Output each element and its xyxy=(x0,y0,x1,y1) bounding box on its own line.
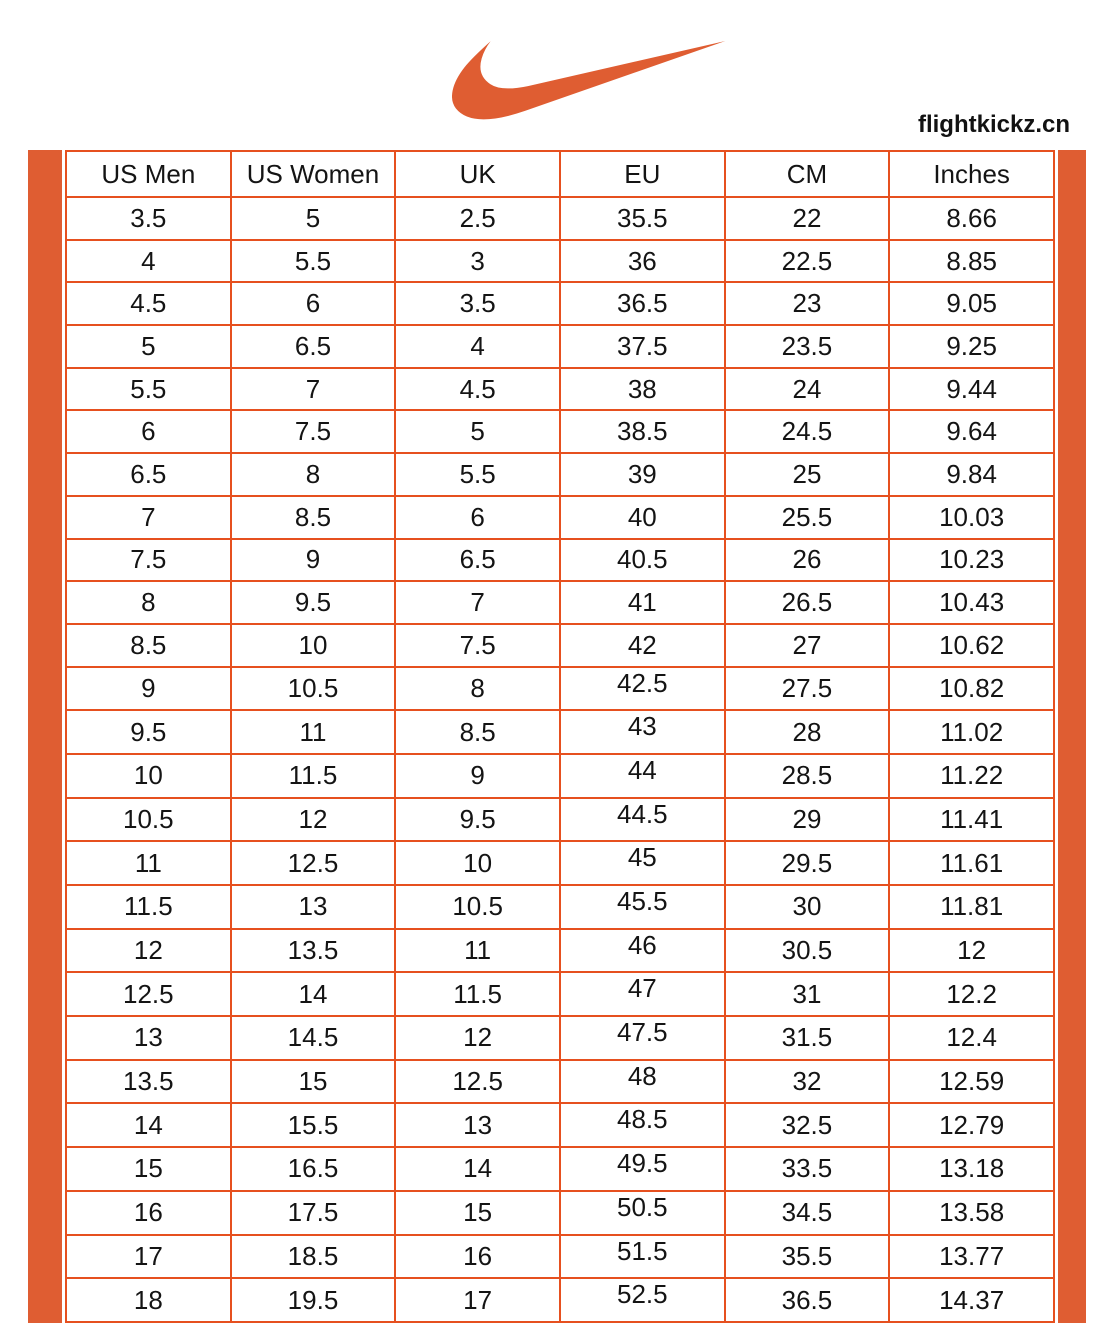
table-cell: 23.5 xyxy=(725,325,890,368)
table-cell: 5 xyxy=(231,197,396,240)
table-cell: 10.03 xyxy=(889,496,1054,539)
table-cell: 11.5 xyxy=(231,754,396,798)
table-cell: 6 xyxy=(395,496,560,539)
table-cell: 11.81 xyxy=(889,885,1054,929)
table-cell: 10.23 xyxy=(889,539,1054,582)
table-row xyxy=(66,1147,1054,1191)
table-cell: 31 xyxy=(725,972,890,1016)
table-cell: 40.5 xyxy=(560,539,725,582)
table-cell: 30 xyxy=(725,885,890,929)
table-cell: 12.4 xyxy=(889,1016,1054,1060)
table-row xyxy=(66,282,1054,325)
table-cell: 18 xyxy=(66,1278,231,1322)
table-cell: 11 xyxy=(395,929,560,973)
table-cell: 14.37 xyxy=(889,1278,1054,1322)
table-cell: 45.5 xyxy=(560,885,725,929)
table-cell: 7.5 xyxy=(231,410,396,453)
table-cell: 19.5 xyxy=(231,1278,396,1322)
table-cell: 50.5 xyxy=(560,1191,725,1235)
table-row xyxy=(66,240,1054,283)
table-cell: 7 xyxy=(395,581,560,624)
table-cell: 8.85 xyxy=(889,240,1054,283)
table-cell: 10.82 xyxy=(889,667,1054,711)
column-header-inches: Inches xyxy=(889,151,1054,197)
table-cell: 11.41 xyxy=(889,798,1054,842)
table-cell: 15 xyxy=(231,1060,396,1104)
table-cell: 45 xyxy=(560,841,725,885)
table-cell: 28 xyxy=(725,710,890,754)
table-cell: 12 xyxy=(889,929,1054,973)
table-cell: 12 xyxy=(231,798,396,842)
table-cell: 9.05 xyxy=(889,282,1054,325)
left-accent-bar xyxy=(28,150,62,1323)
table-cell: 4.5 xyxy=(395,368,560,411)
table-cell: 47.5 xyxy=(560,1016,725,1060)
table-cell: 3 xyxy=(395,240,560,283)
table-cell: 3.5 xyxy=(66,197,231,240)
table-cell: 9 xyxy=(66,667,231,711)
table-cell: 4 xyxy=(395,325,560,368)
table-cell: 17.5 xyxy=(231,1191,396,1235)
header-row xyxy=(66,151,1054,197)
table-row xyxy=(66,667,1054,711)
table-cell: 24 xyxy=(725,368,890,411)
table-row xyxy=(66,581,1054,624)
table-row xyxy=(66,1103,1054,1147)
table-cell: 13 xyxy=(395,1103,560,1147)
table-cell: 11.22 xyxy=(889,754,1054,798)
column-header-uk: UK xyxy=(395,151,560,197)
table-cell: 8.5 xyxy=(395,710,560,754)
table-cell: 4 xyxy=(66,240,231,283)
table-row xyxy=(66,841,1054,885)
nike-swoosh-icon xyxy=(452,28,730,120)
table-cell: 42.5 xyxy=(560,667,725,711)
table-cell: 6.5 xyxy=(395,539,560,582)
table-cell: 17 xyxy=(66,1235,231,1279)
table-cell: 16 xyxy=(395,1235,560,1279)
table-cell: 9.5 xyxy=(395,798,560,842)
table-cell: 46 xyxy=(560,929,725,973)
table-cell: 10.43 xyxy=(889,581,1054,624)
table-cell: 26 xyxy=(725,539,890,582)
table-cell: 13.5 xyxy=(66,1060,231,1104)
table-cell: 51.5 xyxy=(560,1235,725,1279)
table-cell: 22 xyxy=(725,197,890,240)
table-cell: 9 xyxy=(395,754,560,798)
table-cell: 17 xyxy=(395,1278,560,1322)
table-cell: 12.2 xyxy=(889,972,1054,1016)
table-cell: 22.5 xyxy=(725,240,890,283)
table-cell: 15.5 xyxy=(231,1103,396,1147)
table-row xyxy=(66,798,1054,842)
table-row xyxy=(66,453,1054,496)
table-cell: 5.5 xyxy=(231,240,396,283)
right-accent-bar xyxy=(1058,150,1086,1323)
table-cell: 10 xyxy=(66,754,231,798)
table-cell: 30.5 xyxy=(725,929,890,973)
table-cell: 42 xyxy=(560,624,725,667)
table-cell: 27 xyxy=(725,624,890,667)
table-cell: 14 xyxy=(395,1147,560,1191)
table-cell: 35.5 xyxy=(725,1235,890,1279)
table-cell: 7 xyxy=(231,368,396,411)
table-cell: 10 xyxy=(231,624,396,667)
table-cell: 13.77 xyxy=(889,1235,1054,1279)
table-cell: 16 xyxy=(66,1191,231,1235)
table-cell: 35.5 xyxy=(560,197,725,240)
table-cell: 7.5 xyxy=(395,624,560,667)
table-cell: 15 xyxy=(395,1191,560,1235)
table-cell: 26.5 xyxy=(725,581,890,624)
table-cell: 9.25 xyxy=(889,325,1054,368)
size-table xyxy=(65,150,1055,1323)
table-cell: 12.5 xyxy=(231,841,396,885)
table-cell: 41 xyxy=(560,581,725,624)
table-cell: 14 xyxy=(66,1103,231,1147)
column-header-eu: EU xyxy=(560,151,725,197)
table-cell: 2.5 xyxy=(395,197,560,240)
table-cell: 33.5 xyxy=(725,1147,890,1191)
table-cell: 6 xyxy=(231,282,396,325)
table-row xyxy=(66,929,1054,973)
table-cell: 12.59 xyxy=(889,1060,1054,1104)
table-cell: 13.5 xyxy=(231,929,396,973)
table-cell: 48 xyxy=(560,1060,725,1104)
table-cell: 38.5 xyxy=(560,410,725,453)
table-row xyxy=(66,1191,1054,1235)
table-cell: 8 xyxy=(66,581,231,624)
size-table-body xyxy=(66,197,1054,1322)
column-header-cm: CM xyxy=(725,151,890,197)
table-cell: 37.5 xyxy=(560,325,725,368)
table-cell: 36.5 xyxy=(560,282,725,325)
table-cell: 52.5 xyxy=(560,1278,725,1322)
table-cell: 11.61 xyxy=(889,841,1054,885)
table-row xyxy=(66,1278,1054,1322)
table-cell: 44 xyxy=(560,754,725,798)
table-cell: 29.5 xyxy=(725,841,890,885)
table-cell: 5 xyxy=(66,325,231,368)
table-cell: 11.5 xyxy=(66,885,231,929)
table-cell: 8.66 xyxy=(889,197,1054,240)
table-cell: 11.02 xyxy=(889,710,1054,754)
table-cell: 5.5 xyxy=(66,368,231,411)
table-row xyxy=(66,885,1054,929)
table-cell: 44.5 xyxy=(560,798,725,842)
table-row xyxy=(66,624,1054,667)
table-cell: 14.5 xyxy=(231,1016,396,1060)
table-cell: 12 xyxy=(395,1016,560,1060)
table-cell: 13.58 xyxy=(889,1191,1054,1235)
table-cell: 4.5 xyxy=(66,282,231,325)
table-cell: 10.62 xyxy=(889,624,1054,667)
table-cell: 24.5 xyxy=(725,410,890,453)
table-cell: 32 xyxy=(725,1060,890,1104)
table-cell: 6.5 xyxy=(66,453,231,496)
table-row xyxy=(66,1016,1054,1060)
table-cell: 36 xyxy=(560,240,725,283)
table-cell: 12 xyxy=(66,929,231,973)
table-cell: 9.64 xyxy=(889,410,1054,453)
table-cell: 13 xyxy=(231,885,396,929)
table-row xyxy=(66,197,1054,240)
nike-logo xyxy=(452,28,730,120)
table-cell: 47 xyxy=(560,972,725,1016)
table-cell: 13 xyxy=(66,1016,231,1060)
table-cell: 14 xyxy=(231,972,396,1016)
table-row xyxy=(66,754,1054,798)
table-cell: 27.5 xyxy=(725,667,890,711)
table-cell: 8.5 xyxy=(231,496,396,539)
table-cell: 13.18 xyxy=(889,1147,1054,1191)
table-cell: 43 xyxy=(560,710,725,754)
table-cell: 10.5 xyxy=(395,885,560,929)
table-cell: 10.5 xyxy=(231,667,396,711)
table-cell: 32.5 xyxy=(725,1103,890,1147)
table-cell: 9.5 xyxy=(66,710,231,754)
table-cell: 11 xyxy=(231,710,396,754)
table-cell: 48.5 xyxy=(560,1103,725,1147)
table-cell: 9.44 xyxy=(889,368,1054,411)
table-cell: 34.5 xyxy=(725,1191,890,1235)
table-cell: 49.5 xyxy=(560,1147,725,1191)
table-cell: 9 xyxy=(231,539,396,582)
table-row xyxy=(66,496,1054,539)
table-cell: 31.5 xyxy=(725,1016,890,1060)
table-cell: 29 xyxy=(725,798,890,842)
table-cell: 7 xyxy=(66,496,231,539)
table-cell: 39 xyxy=(560,453,725,496)
table-cell: 10.5 xyxy=(66,798,231,842)
table-cell: 9.5 xyxy=(231,581,396,624)
table-row xyxy=(66,1060,1054,1104)
table-cell: 7.5 xyxy=(66,539,231,582)
table-cell: 25 xyxy=(725,453,890,496)
table-cell: 11.5 xyxy=(395,972,560,1016)
table-cell: 12.79 xyxy=(889,1103,1054,1147)
table-cell: 28.5 xyxy=(725,754,890,798)
table-cell: 36.5 xyxy=(725,1278,890,1322)
table-cell: 11 xyxy=(66,841,231,885)
table-cell: 15 xyxy=(66,1147,231,1191)
table-cell: 38 xyxy=(560,368,725,411)
table-row xyxy=(66,410,1054,453)
table-cell: 8 xyxy=(231,453,396,496)
table-row xyxy=(66,710,1054,754)
table-cell: 25.5 xyxy=(725,496,890,539)
table-cell: 9.84 xyxy=(889,453,1054,496)
table-cell: 5.5 xyxy=(395,453,560,496)
column-header-us-men: US Men xyxy=(66,151,231,197)
size-table-head xyxy=(66,151,1054,197)
table-cell: 10 xyxy=(395,841,560,885)
site-watermark: flightkickz.cn xyxy=(917,111,1070,138)
table-cell: 6 xyxy=(66,410,231,453)
table-row xyxy=(66,539,1054,582)
table-row xyxy=(66,325,1054,368)
table-row xyxy=(66,972,1054,1016)
column-header-us-women: US Women xyxy=(231,151,396,197)
table-cell: 23 xyxy=(725,282,890,325)
table-cell: 5 xyxy=(395,410,560,453)
table-cell: 18.5 xyxy=(231,1235,396,1279)
table-row xyxy=(66,368,1054,411)
table-cell: 3.5 xyxy=(395,282,560,325)
table-cell: 16.5 xyxy=(231,1147,396,1191)
table-cell: 8.5 xyxy=(66,624,231,667)
table-cell: 12.5 xyxy=(66,972,231,1016)
table-cell: 12.5 xyxy=(395,1060,560,1104)
table-row xyxy=(66,1235,1054,1279)
table-cell: 40 xyxy=(560,496,725,539)
table-cell: 6.5 xyxy=(231,325,396,368)
size-conversion-chart xyxy=(28,150,1086,1323)
table-cell: 8 xyxy=(395,667,560,711)
